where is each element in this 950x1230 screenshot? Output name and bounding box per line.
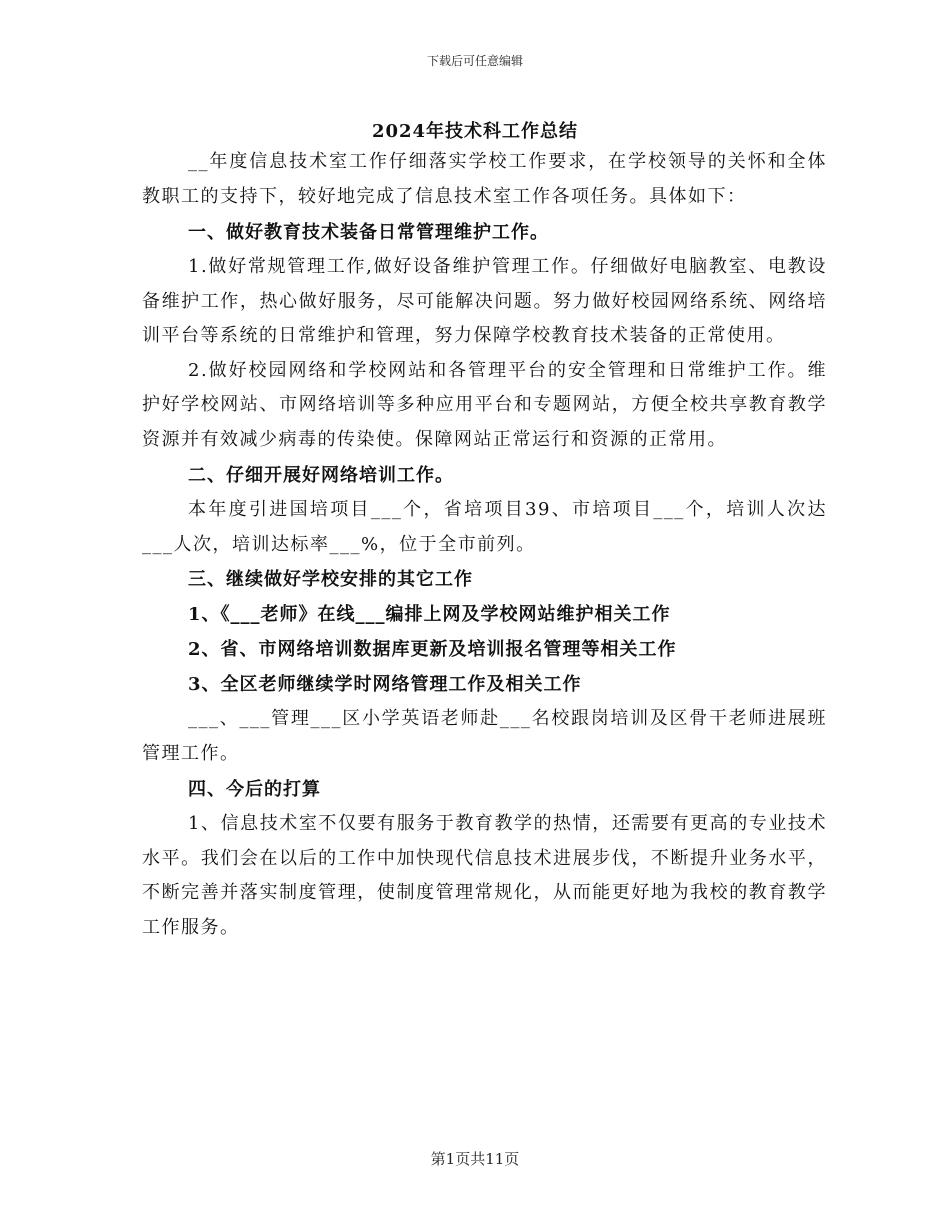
section-3-item-3: 3、全区老师继续学时网络管理工作及相关工作: [188, 674, 582, 695]
page-header-note: 下载后可任意编辑: [426, 54, 523, 68]
section-4-paragraph-1: 1、信息技术室不仅要有服务于教育教学的热情，还需要有更高的专业技术水平。我们会在以后的工作中加快现代信息技术进展步伐，不断提升业务水平，不断完善并落实制度管理，使制度管理常规化，从而能更好地为我校的教育教学工作服务。: [142, 813, 827, 938]
section-3-item-1: 1、《___老师》在线___编排上网及学校网站维护相关工作: [188, 604, 671, 625]
section-3-paragraph-1: ___、___管理___区小学英语老师赴___名校跟岗培训及区骨干老师进展班管理工作。: [142, 708, 827, 764]
section-3-item-2: 2、省、市网络培训数据库更新及培训报名管理等相关工作: [188, 639, 677, 660]
section-2-paragraph-1: 本年度引进国培项目___个，省培项目39、市培项目___个，培训人次达___人次，培训达标率___%，位于全市前列。: [142, 499, 827, 555]
document-title: 2024年技术科工作总结: [371, 121, 579, 142]
section-1-paragraph-1: 1.做好常规管理工作,做好设备维护管理工作。仔细做好电脑教室、电教设备维护工作，热心做好服务，尽可能解决问题。努力做好校园网络系统、网络培训平台等系统的日常维护和管理，努力保障学校教育技术装备的正常使用。: [142, 256, 827, 346]
section-1-paragraph-2: 2.做好校园网络和学校网站和各管理平台的安全管理和日常维护工作。维护好学校网站、市网络培训等多种应用平台和专题网站，方便全校共享教育教学资源并有效减少病毒的传染使。保障网站正常运行和资源的正常用。: [142, 359, 827, 450]
intro-paragraph: __年度信息技术室工作仔细落实学校工作要求，在学校领导的关怀和全体教职工的支持下，较好地完成了信息技术室工作各项任务。具体如下：: [142, 151, 827, 207]
section-2-heading: 二、仔细开展好网络培训工作。: [188, 465, 454, 486]
page-number-footer: 第1页共11页: [430, 1150, 520, 1168]
section-3-heading: 三、继续做好学校安排的其它工作: [188, 569, 473, 590]
section-4-heading: 四、今后的打算: [188, 779, 321, 800]
section-1-heading: 一、做好教育技术装备日常管理维护工作。: [188, 222, 549, 243]
document-body: [142, 145, 827, 945]
